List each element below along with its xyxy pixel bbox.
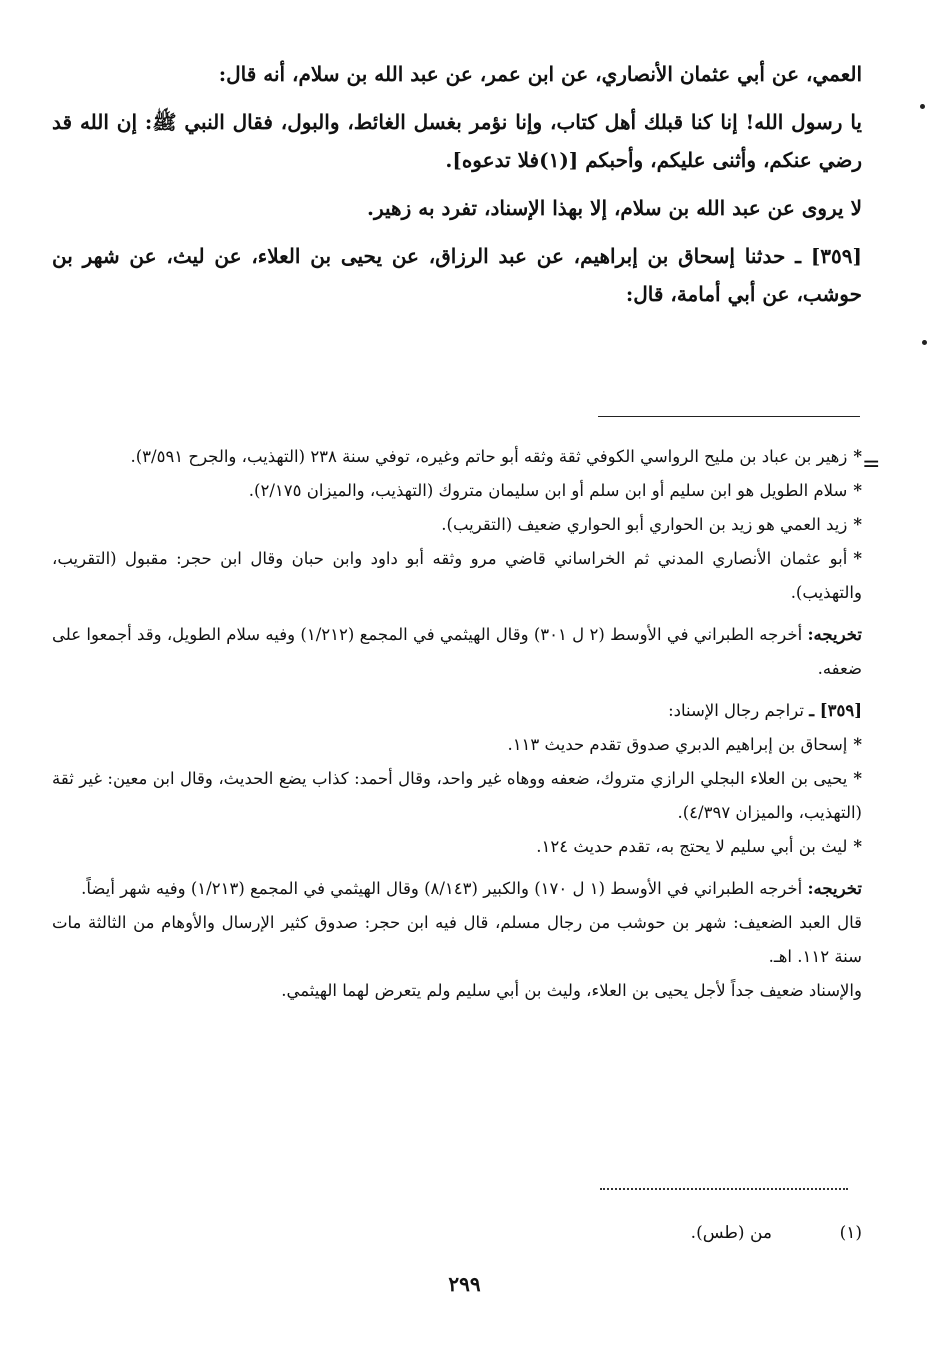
hadith-number: [٣٥٩] ـ bbox=[795, 244, 862, 268]
note-zuhair: *زهير بن عباد بن مليح الرواسي الكوفي ثقة وثقه أبو حاتم وغيره، توفي سنة ٢٣٨ (التهذيب، والجرح ٣/٥٩١). bbox=[130, 447, 862, 466]
takhrij-1: تخريجه: أخرجه الطبراني في الأوسط (٢ ل ٣٠١) وقال الهيثمي في المجمع (١/٢١٢) وفيه سلام الطويل، وقد أجمعوا على ضعفه. bbox=[52, 625, 862, 678]
bullet-star: * bbox=[853, 549, 862, 568]
footnote-text: من (طس). bbox=[690, 1223, 772, 1243]
note-laith: *ليث بن أبي سليم لا يحتج به، تقدم حديث ١٢٤. bbox=[536, 837, 862, 856]
bullet-star: * bbox=[853, 515, 862, 534]
section-359-heading: [٣٥٩] ـ تراجم رجال الإسناد: bbox=[668, 701, 862, 720]
note-abu-uthman: *أبو عثمان الأنصاري المدني ثم الخراساني قاضي مرو وثقه أبو داود وابن حبان وقال ابن حجر: مقبول (التقريب، والتهذيب). bbox=[52, 549, 862, 602]
note-yahya: *يحيى بن العلاء البجلي الرازي متروك، ضعفه ووهاه غير واحد، وقال أحمد: كذاب يضع الحديث، وقال ابن معين: غير ثقة (التهذيب، والميزان ٤/٣٩٧). bbox=[52, 769, 862, 822]
takhrij-2: تخريجه: أخرجه الطبراني في الأوسط (١ ل ١٧٠) والكبير (٨/١٤٣) وقال الهيثمي في المجمع (١/٢١٣) وفيه شهر أيضاً. bbox=[81, 879, 862, 898]
note-abd-daif: قال العبد الضعيف: شهر بن حوشب من رجال مسلم، قال فيه ابن حجر: صدوق كثير الإرسال والأوهام من الثالثة مات سنة ١١٢. اهـ. bbox=[52, 913, 862, 966]
note-sallam: *سلام الطويل هو ابن سليم أو ابن سلم أو ابن سليمان متروك (التهذيب، والميزان ٢/١٧٥). bbox=[248, 481, 862, 500]
footnotes-section bbox=[52, 440, 862, 1008]
footnote-separator bbox=[600, 1188, 848, 1190]
note-ishaq: *إسحاق بن إبراهيم الدبري صدوق تقدم حديث ١١٣. bbox=[507, 735, 862, 754]
main-text bbox=[52, 55, 862, 313]
bullet-star: * bbox=[853, 735, 862, 754]
margin-continuation-mark: = bbox=[862, 452, 881, 477]
footnote-number: (١) bbox=[839, 1223, 862, 1243]
bullet-star: * bbox=[853, 447, 862, 466]
edge-dot bbox=[920, 104, 925, 109]
page-number: ٢٩٩ bbox=[448, 1272, 481, 1296]
bullet-star: * bbox=[853, 481, 862, 500]
note-zaid: *زيد العمي هو زيد بن الحواري أبو الحواري ضعيف (التقريب). bbox=[441, 515, 862, 534]
bullet-star: * bbox=[853, 769, 862, 788]
note-isnad: والإسناد ضعيف جداً لأجل يحيى بن العلاء، وليث بن أبي سليم ولم يتعرض لهما الهيثمي. bbox=[281, 981, 862, 1000]
main-line-3: لا يروى عن عبد الله بن سلام، إلا بهذا الإسناد، تفرد به زهير. bbox=[367, 196, 862, 220]
bullet-star: * bbox=[853, 837, 862, 856]
hadith-359-text: حدثنا إسحاق بن إبراهيم، عن عبد الرزاق، عن يحيى بن العلاء، عن ليث، عن شهر بن حوشب، عن أبي أمامة، قال: bbox=[52, 244, 862, 306]
main-line-2: يا رسول الله! إنا كنا قبلك أهل كتاب، وإنا نؤمر بغسل الغائط، والبول، فقال النبي ﷺ: إن الله قد رضي عنكم، وأثنى عليكم، وأحبكم [(١)فلا تدعوه]. bbox=[52, 110, 862, 172]
main-line-1: العمي، عن أبي عثمان الأنصاري، عن ابن عمر، عن عبد الله بن سلام، أنه قال: bbox=[218, 62, 862, 86]
notes-divider bbox=[598, 416, 860, 417]
edge-dot bbox=[922, 340, 927, 345]
page-footnote bbox=[52, 1218, 862, 1248]
hadith-359 bbox=[52, 237, 862, 313]
